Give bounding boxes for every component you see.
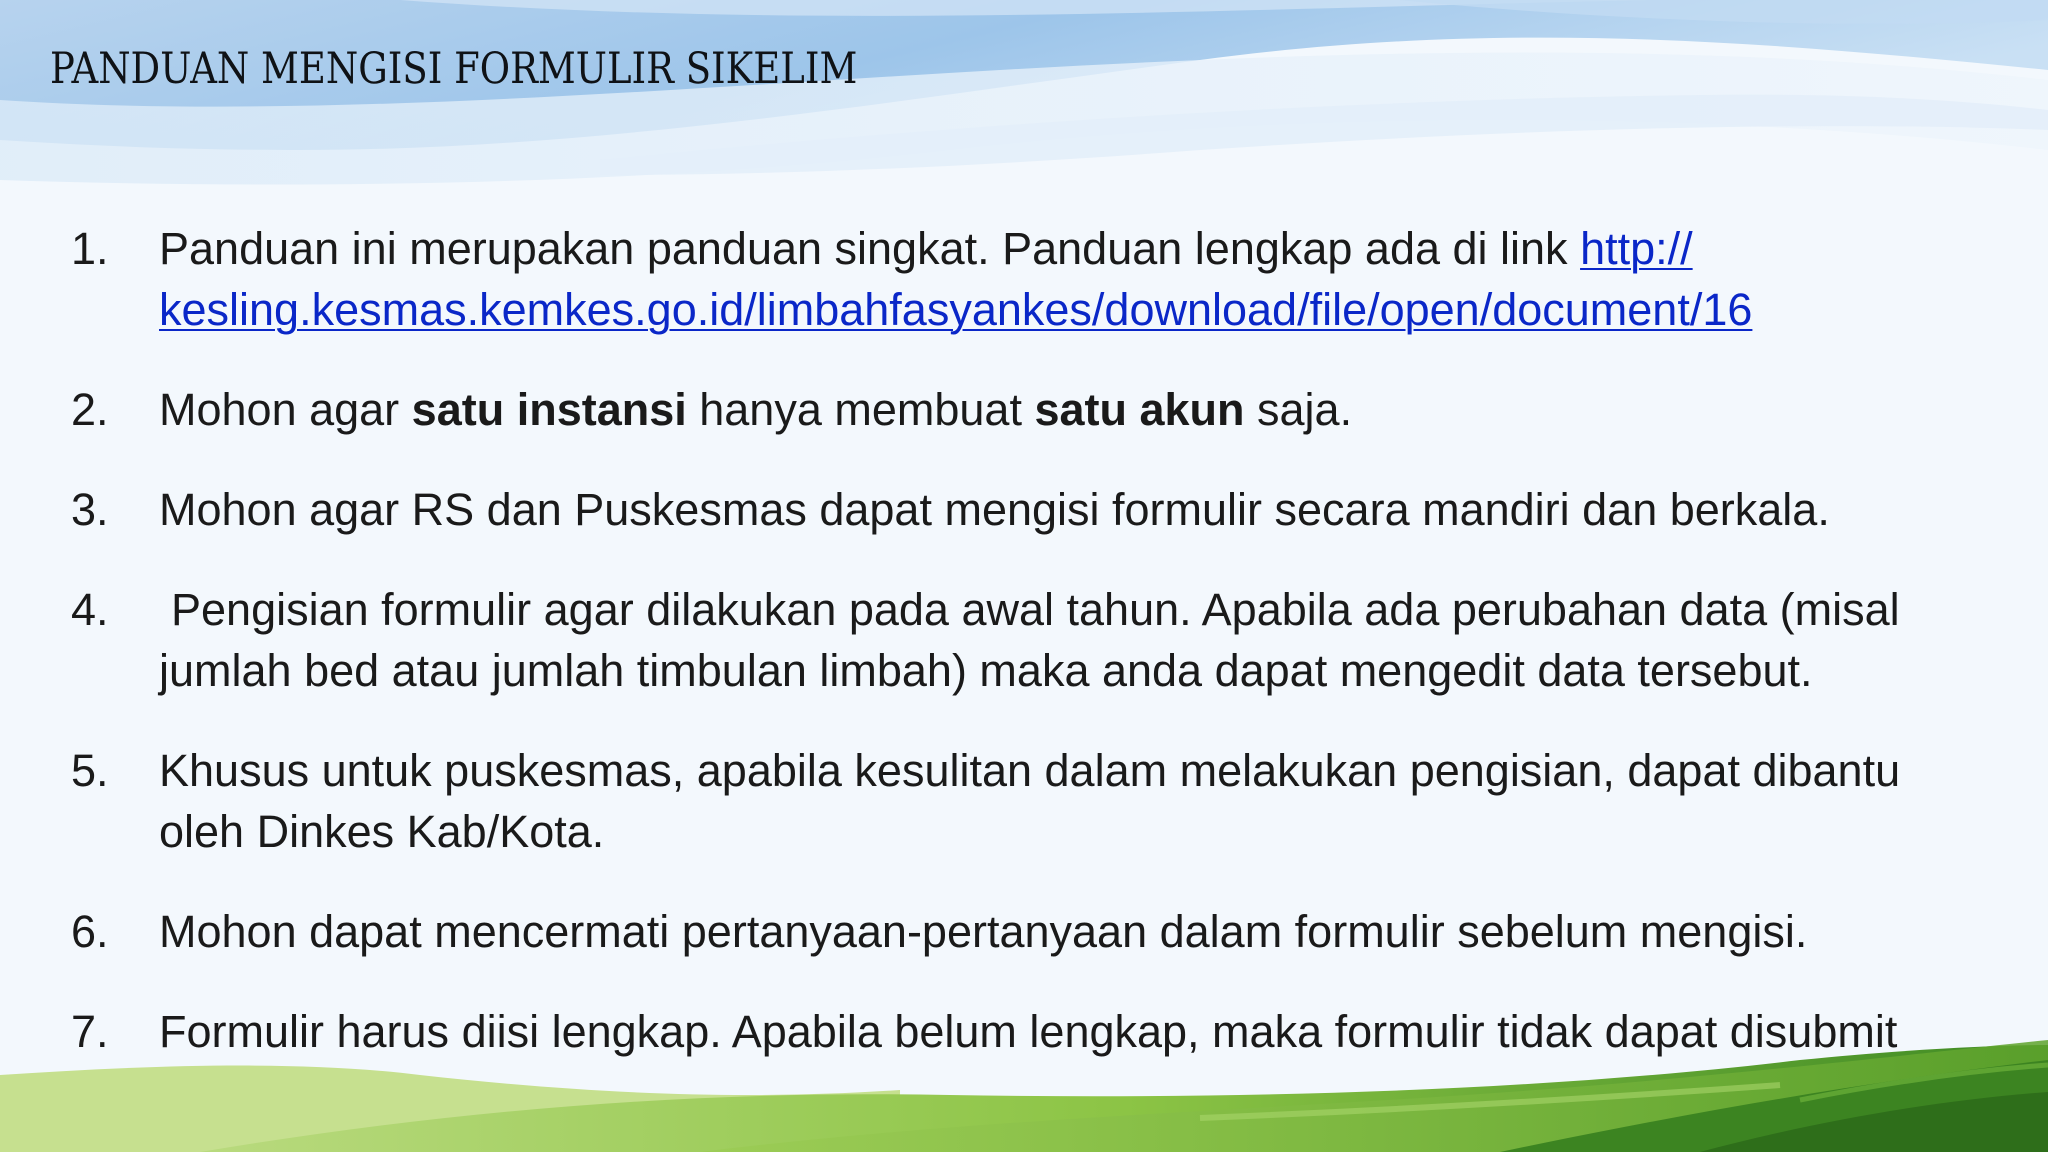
list-item: [0, 379, 2048, 440]
instruction-list: [0, 218, 2048, 1101]
list-item-text-part: Panduan ini merupakan panduan singkat. Panduan lengkap ada di link: [159, 223, 1581, 274]
list-item: [0, 579, 2048, 701]
list-item-text: Mohon agar RS dan Puskesmas dapat mengisi formulir secara mandiri dan berkala.: [159, 484, 1830, 535]
list-item: [0, 479, 2048, 540]
list-number: 6.: [71, 906, 109, 957]
list-item-text: [159, 218, 2018, 340]
list-item-text: [159, 379, 2018, 440]
list-number: 1.: [71, 223, 109, 274]
list-item-text-line2: jumlah bed atau jumlah timbulan limbah) maka anda dapat mengedit data tersebut.: [159, 645, 1813, 696]
text-part: saja.: [1244, 384, 1353, 435]
list-number: 2.: [71, 384, 109, 435]
list-item: [0, 1001, 2048, 1062]
bold-text: satu akun: [1034, 384, 1245, 435]
text-part: Mohon agar: [159, 384, 412, 435]
list-item-text-line2: oleh Dinkes Kab/Kota.: [159, 806, 605, 857]
list-number: 7.: [71, 1006, 109, 1057]
guide-link-line2[interactable]: kesling.kesmas.kemkes.go.id/limbahfasyankes/download/file/open/document/16: [159, 284, 1753, 335]
list-item: [0, 218, 2048, 340]
text-part: hanya membuat: [686, 384, 1035, 435]
bold-text: satu instansi: [411, 384, 687, 435]
slide-title: PANDUAN MENGISI FORMULIR SIKELIM: [50, 44, 858, 94]
list-item-text-line1: Khusus untuk puskesmas, apabila kesulitan dalam melakukan pengisian, dapat dibantu: [159, 745, 1901, 796]
list-number: 4.: [71, 584, 109, 635]
list-item-text-line1: Pengisian formulir agar dilakukan pada awal tahun. Apabila ada perubahan data (misal: [171, 584, 1900, 635]
list-item: [0, 901, 2048, 962]
list-item: [0, 740, 2048, 862]
list-number: 5.: [71, 745, 109, 796]
list-number: 3.: [71, 484, 109, 535]
list-item-text: Mohon dapat mencermati pertanyaan-pertanyaan dalam formulir sebelum mengisi.: [159, 906, 1808, 957]
list-item-text: Formulir harus diisi lengkap. Apabila belum lengkap, maka formulir tidak dapat disubmit: [159, 1006, 1898, 1057]
guide-link-line1[interactable]: http://: [1580, 223, 1693, 274]
